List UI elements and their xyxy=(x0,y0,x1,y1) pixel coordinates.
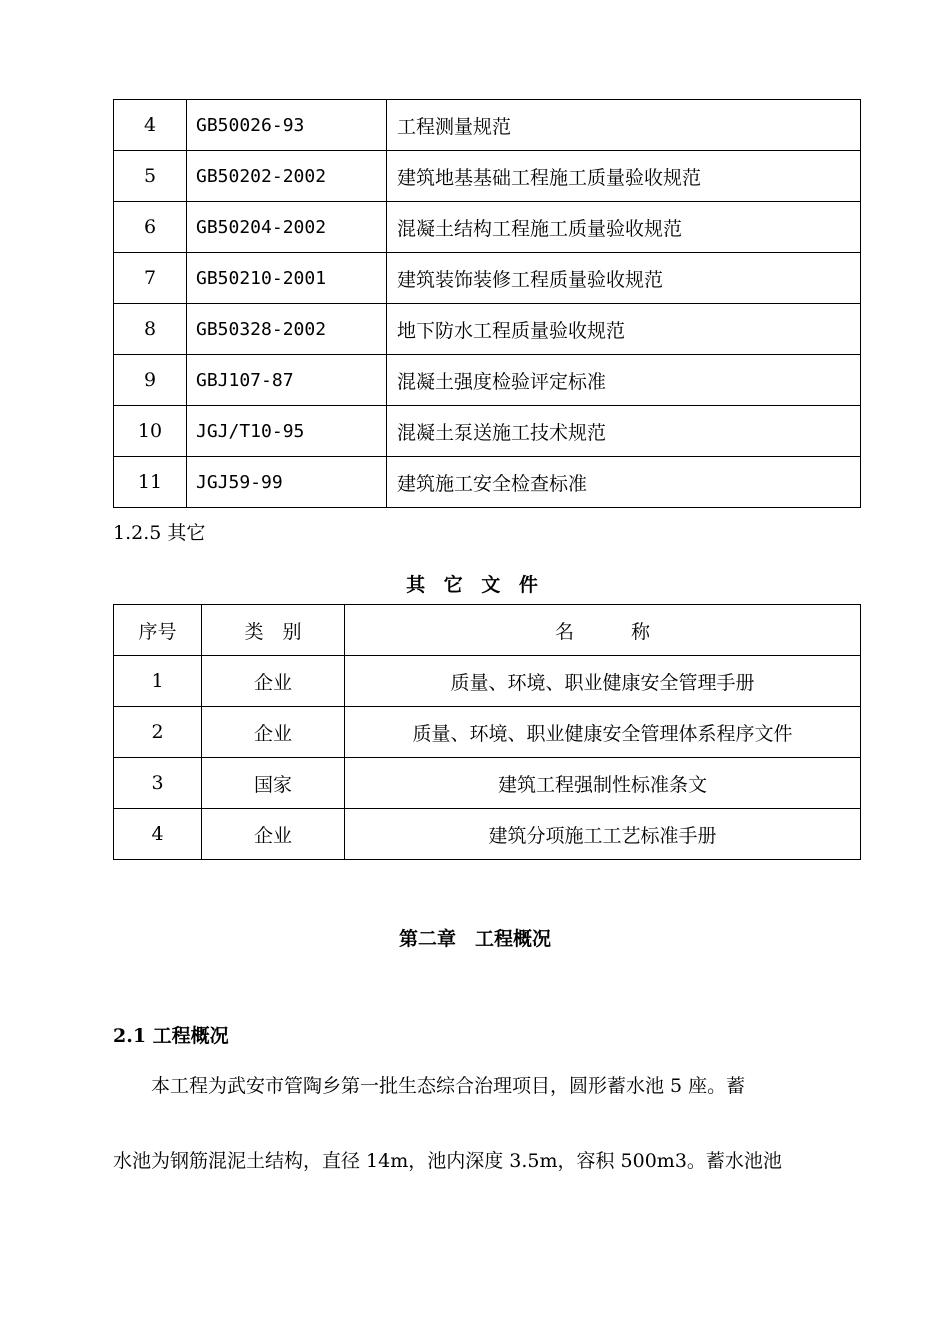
standard-code: GB50026-93 xyxy=(187,100,387,151)
header-type: 类 别 xyxy=(202,605,345,656)
header-name: 名 称 xyxy=(345,605,861,656)
table-row xyxy=(114,707,861,758)
standard-name: 混凝土结构工程施工质量验收规范 xyxy=(387,202,861,253)
standard-no: 7 xyxy=(114,253,187,304)
standard-no: 5 xyxy=(114,151,187,202)
paragraph-line-2: 水池为钢筋混泥土结构，直径 14m，池内深度 3.5m，容积 500m3。蓄水池池 xyxy=(113,1150,782,1172)
table-row xyxy=(114,406,861,457)
doc-no: 4 xyxy=(114,809,202,860)
table-row xyxy=(114,457,861,508)
doc-no: 1 xyxy=(114,656,202,707)
standard-no: 10 xyxy=(114,406,187,457)
standard-code: GB50204-2002 xyxy=(187,202,387,253)
doc-name: 建筑分项施工工艺标准手册 xyxy=(345,809,861,860)
standard-name: 建筑装饰装修工程质量验收规范 xyxy=(387,253,861,304)
doc-no: 2 xyxy=(114,707,202,758)
chapter-title: 第二章 工程概况 xyxy=(398,928,551,950)
doc-name: 质量、环境、职业健康安全管理手册 xyxy=(345,656,861,707)
standards-table xyxy=(113,99,861,508)
section-2-1-heading: 2.1 工程概况 xyxy=(113,1025,229,1047)
standard-no: 11 xyxy=(114,457,187,508)
doc-name: 建筑工程强制性标准条文 xyxy=(345,758,861,809)
standard-name: 建筑施工安全检查标准 xyxy=(387,457,861,508)
standard-no: 4 xyxy=(114,100,187,151)
table-row xyxy=(114,355,861,406)
table-row xyxy=(114,202,861,253)
standard-code: GB50202-2002 xyxy=(187,151,387,202)
standard-name: 混凝土强度检验评定标准 xyxy=(387,355,861,406)
standard-name: 地下防水工程质量验收规范 xyxy=(387,304,861,355)
standard-code: JGJ/T10-95 xyxy=(187,406,387,457)
table-row xyxy=(114,809,861,860)
table-row xyxy=(114,304,861,355)
standard-name: 工程测量规范 xyxy=(387,100,861,151)
table-row xyxy=(114,253,861,304)
header-no: 序号 xyxy=(114,605,202,656)
doc-no: 3 xyxy=(114,758,202,809)
doc-type: 企业 xyxy=(202,707,345,758)
doc-type: 企业 xyxy=(202,656,345,707)
standard-code: GB50210-2001 xyxy=(187,253,387,304)
standard-no: 6 xyxy=(114,202,187,253)
other-docs-title: 其 它 文 件 xyxy=(406,574,544,596)
table-row xyxy=(114,758,861,809)
doc-type: 企业 xyxy=(202,809,345,860)
standard-no: 8 xyxy=(114,304,187,355)
doc-name: 质量、环境、职业健康安全管理体系程序文件 xyxy=(345,707,861,758)
standard-code: JGJ59-99 xyxy=(187,457,387,508)
table-row xyxy=(114,656,861,707)
paragraph-line-1: 本工程为武安市管陶乡第一批生态综合治理项目，圆形蓄水池 5 座。蓄 xyxy=(151,1075,746,1097)
standard-no: 9 xyxy=(114,355,187,406)
standard-code: GB50328-2002 xyxy=(187,304,387,355)
section-1-2-5-heading: 1.2.5 其它 xyxy=(113,522,206,544)
standard-name: 建筑地基基础工程施工质量验收规范 xyxy=(387,151,861,202)
other-documents-table xyxy=(113,604,861,860)
standard-name: 混凝土泵送施工技术规范 xyxy=(387,406,861,457)
table-row xyxy=(114,100,861,151)
standard-code: GBJ107-87 xyxy=(187,355,387,406)
table-row xyxy=(114,151,861,202)
doc-type: 国家 xyxy=(202,758,345,809)
table-header-row xyxy=(114,605,861,656)
